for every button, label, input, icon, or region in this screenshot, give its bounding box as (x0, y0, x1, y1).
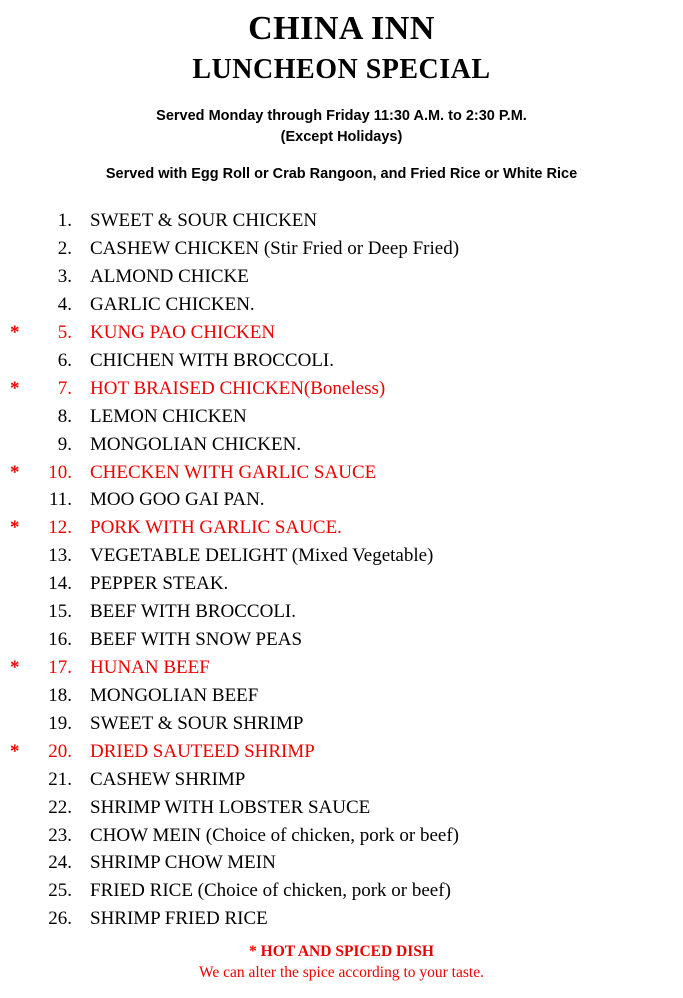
menu-item-row (0, 235, 683, 263)
menu-item-row (0, 542, 683, 570)
spicy-star-icon: * (10, 517, 20, 539)
menu-item-name: SWEET & SOUR CHICKEN (90, 210, 318, 232)
menu-item-name: CASHEW SHRIMP (90, 768, 246, 790)
menu-item-name: MOO GOO GAI PAN. (90, 489, 265, 511)
menu-item-number: 7. (57, 377, 72, 399)
menu-item-number: 6. (57, 349, 72, 371)
menu-item-row (0, 347, 683, 375)
menu-item-name: SHRIMP FRIED RICE (90, 908, 268, 930)
menu-item-number: 22. (48, 796, 72, 818)
menu-item-name: CHECKEN WITH GARLIC SAUCE (90, 461, 377, 483)
menu-item-row (0, 849, 683, 877)
menu-item-number: 1. (57, 210, 72, 232)
menu-item-name: MONGOLIAN BEEF (90, 684, 259, 706)
menu-item-number: 13. (48, 545, 72, 567)
menu-item-row (0, 431, 683, 459)
menu-item-name: HOT BRAISED CHICKEN(Boneless) (90, 377, 386, 399)
included-sides-note: Served with Egg Roll or Crab Rangoon, and Fried Rice or White Rice (105, 166, 578, 183)
menu-item-row (0, 738, 683, 766)
menu-item-name: GARLIC CHICKEN. (90, 294, 255, 315)
menu-page (0, 10, 683, 998)
menu-item-row (0, 905, 683, 933)
menu-item-number: 3. (57, 266, 72, 288)
menu-subtitle: LUNCHEON SPECIAL (192, 54, 491, 86)
menu-item-number: 15. (48, 601, 72, 623)
menu-item-row (0, 822, 683, 850)
spicy-star-icon: * (10, 461, 20, 483)
spicy-star-icon: * (10, 321, 20, 343)
menu-item-number: 10. (48, 461, 72, 483)
menu-item-row (0, 710, 683, 738)
menu-items-list (0, 207, 683, 933)
menu-item-name: PEPPER STEAK. (90, 573, 229, 595)
spice-note: We can alter the spice according to your taste. (199, 964, 484, 982)
menu-item-number: 19. (48, 712, 72, 734)
menu-item-name: KUNG PAO CHICKEN (90, 321, 276, 343)
menu-item-row (0, 319, 683, 347)
menu-item-row (0, 263, 683, 291)
menu-item-name: MONGOLIAN CHICKEN. (90, 433, 302, 455)
menu-item-row (0, 403, 683, 431)
footer (0, 942, 683, 984)
menu-item-row (0, 766, 683, 794)
menu-item-row (0, 682, 683, 710)
menu-item-row (0, 877, 683, 905)
menu-item-row (0, 375, 683, 403)
menu-item-name: CASHEW CHICKEN (Stir Fried or Deep Fried) (90, 238, 460, 260)
hours-line-2: (Except Holidays) (280, 129, 403, 146)
menu-item-number: 9. (57, 433, 72, 455)
menu-item-name: SWEET & SOUR SHRIMP (90, 712, 304, 734)
menu-item-number: 8. (57, 405, 72, 427)
menu-item-name: BEEF WITH SNOW PEAS (90, 629, 303, 651)
menu-item-number: 17. (48, 656, 72, 678)
menu-item-name: VEGETABLE DELIGHT (Mixed Vegetable) (90, 545, 434, 567)
restaurant-title: CHINA INN (248, 10, 435, 47)
menu-item-number: 23. (48, 824, 72, 846)
menu-item-number: 20. (48, 740, 72, 762)
menu-item-name: BEEF WITH BROCCOLI. (90, 601, 297, 623)
menu-item-name: ALMOND CHICKE (90, 266, 249, 288)
menu-item-name: PORK WITH GARLIC SAUCE. (90, 517, 342, 539)
hours-line-1: Served Monday through Friday 11:30 A.M. to 2:30 P.M. (156, 108, 527, 125)
menu-item-name: SHRIMP WITH LOBSTER SAUCE (90, 796, 371, 818)
menu-item-row (0, 514, 683, 542)
spicy-star-icon: * (10, 740, 20, 762)
menu-item-name: CHICHEN WITH BROCCOLI. (90, 349, 335, 371)
menu-item-number: 12. (48, 517, 72, 539)
menu-item-row (0, 291, 683, 319)
menu-item-number: 24. (48, 852, 72, 874)
menu-item-name: HUNAN BEEF (90, 656, 210, 678)
menu-item-row (0, 626, 683, 654)
menu-item-name: DRIED SAUTEED SHRIMP (90, 740, 315, 762)
menu-item-number: 2. (57, 238, 72, 260)
menu-item-number: 11. (48, 489, 72, 511)
menu-item-number: 14. (48, 573, 72, 595)
menu-item-number: 18. (48, 684, 72, 706)
menu-item-row (0, 598, 683, 626)
menu-item-name: LEMON CHICKEN (90, 405, 247, 427)
spicy-star-icon: * (10, 377, 20, 399)
menu-item-number: 5. (57, 321, 72, 343)
menu-item-name: SHRIMP CHOW MEIN (90, 852, 276, 874)
menu-item-row (0, 486, 683, 514)
menu-item-number: 25. (48, 880, 72, 902)
menu-item-row (0, 654, 683, 682)
menu-item-row (0, 794, 683, 822)
menu-item-row (0, 459, 683, 487)
menu-item-row (0, 570, 683, 598)
menu-item-number: 21. (48, 768, 72, 790)
hot-legend: * HOT AND SPICED DISH (249, 943, 434, 961)
spicy-star-icon: * (10, 656, 20, 678)
menu-item-row (0, 207, 683, 235)
menu-item-name: FRIED RICE (Choice of chicken, pork or beef) (90, 880, 451, 902)
menu-item-name: CHOW MEIN (Choice of chicken, pork or beef) (90, 824, 459, 846)
menu-item-number: 26. (48, 908, 72, 930)
menu-item-number: 16. (48, 629, 72, 651)
menu-item-number: 4. (57, 294, 72, 315)
